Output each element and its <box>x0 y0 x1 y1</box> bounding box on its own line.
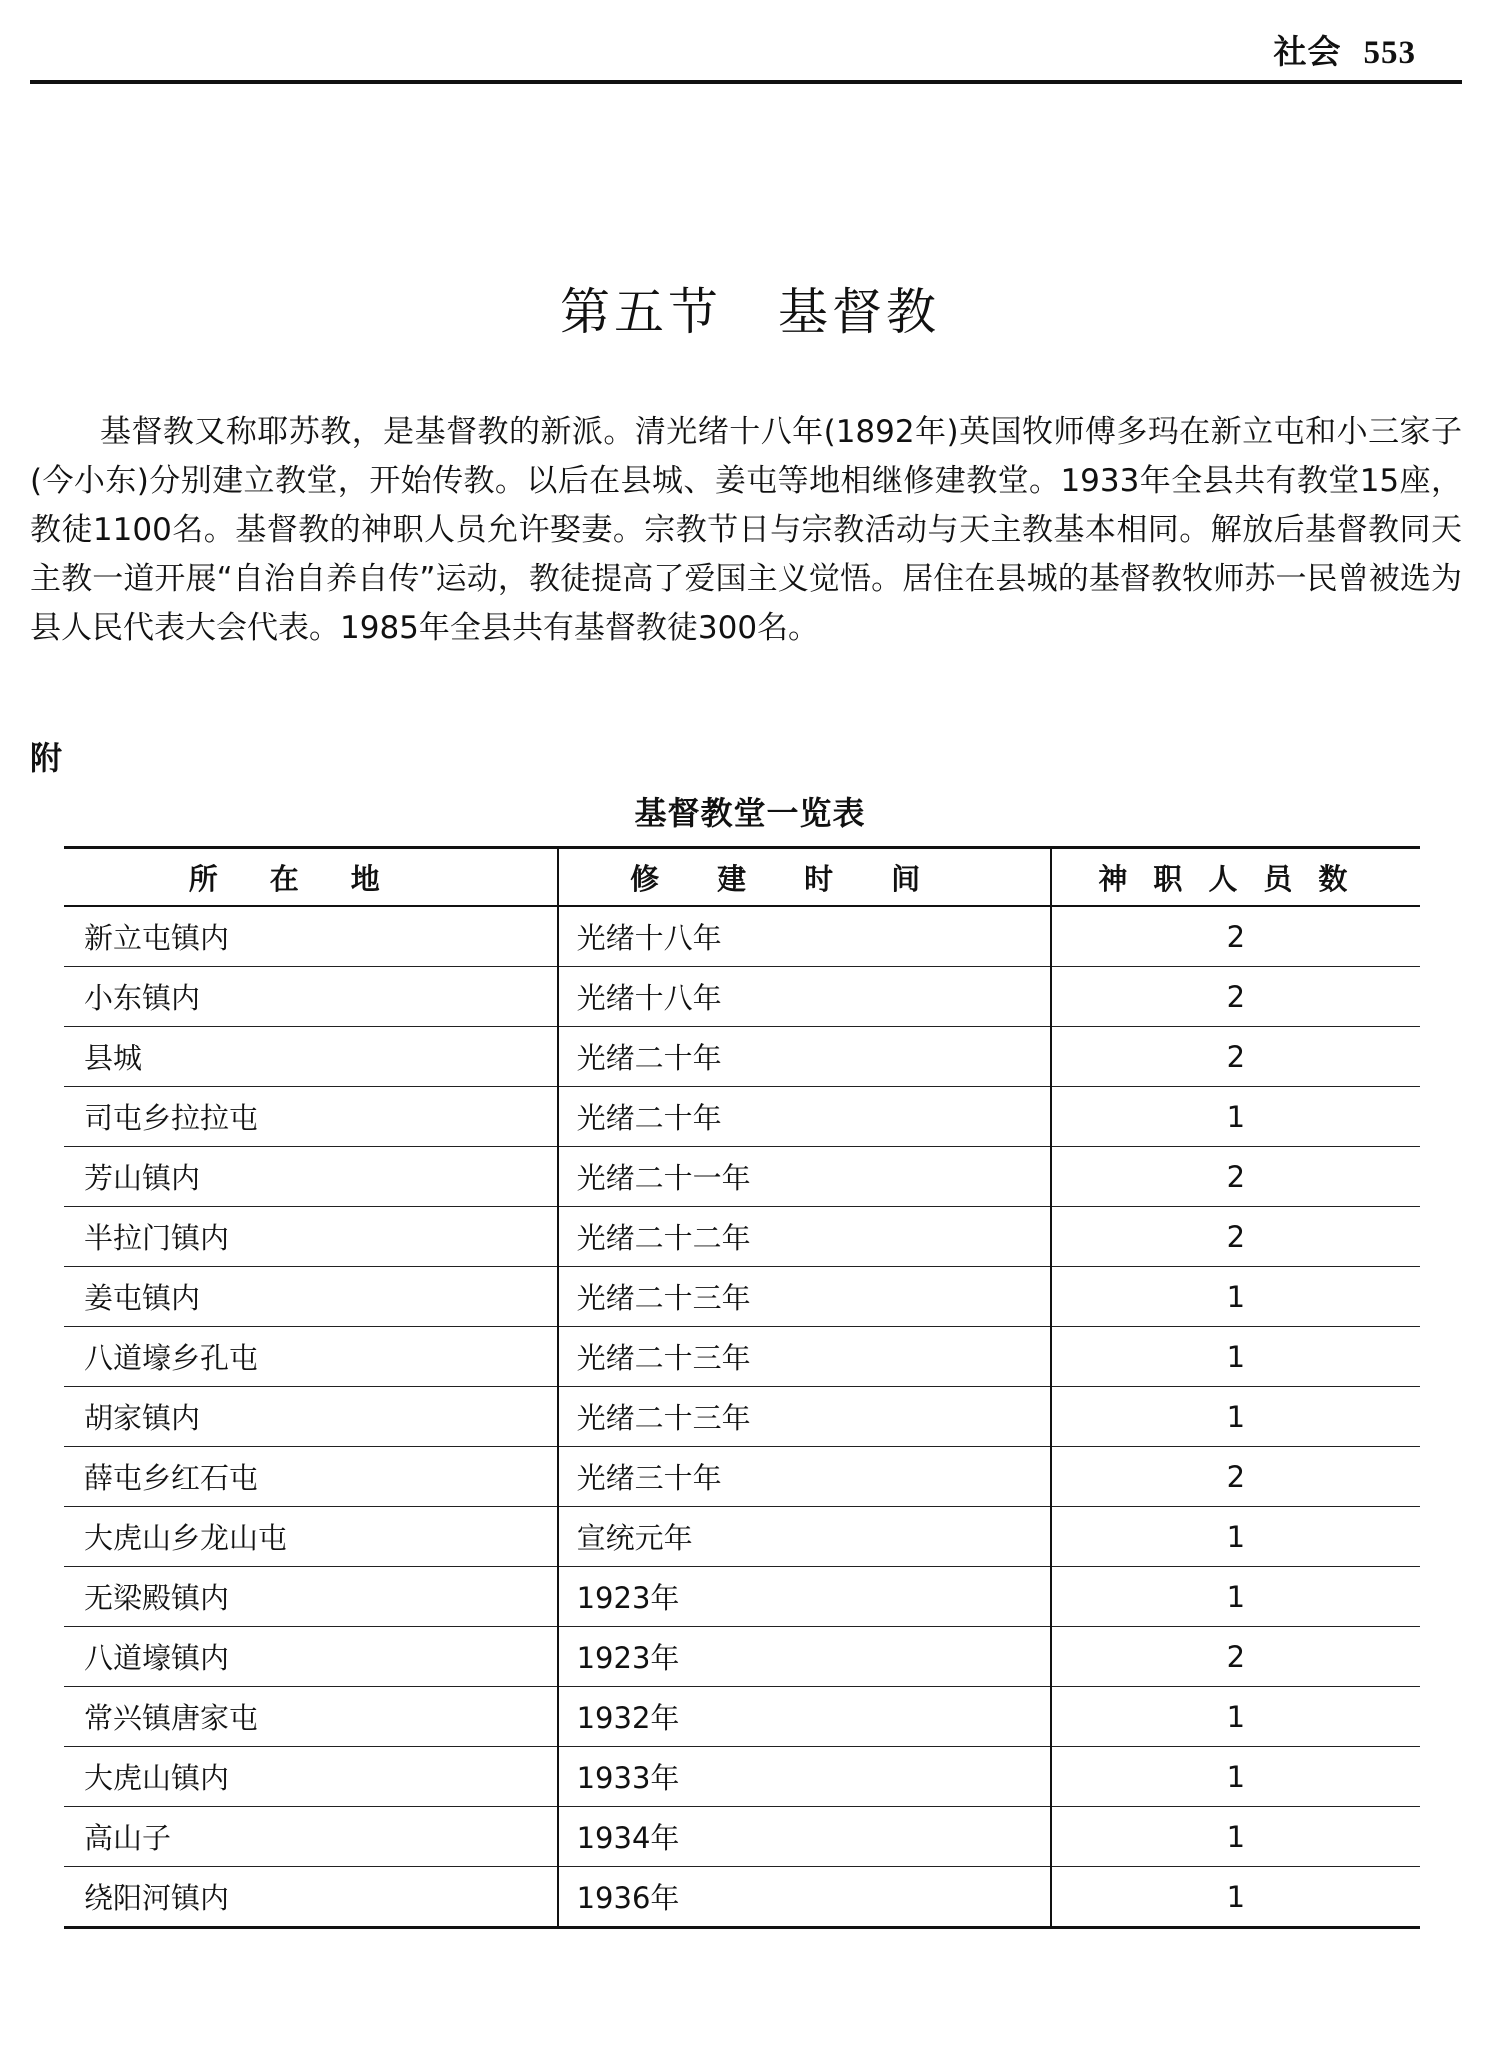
cell-built-time: 光绪三十年 <box>558 1447 1051 1507</box>
cell-built-time: 1936年 <box>558 1867 1051 1928</box>
cell-built-time: 光绪二十三年 <box>558 1267 1051 1327</box>
table-row <box>64 1327 1420 1387</box>
cell-built-time: 1933年 <box>558 1747 1051 1807</box>
cell-clergy-count: 1 <box>1051 1387 1420 1447</box>
cell-clergy-count: 2 <box>1051 1447 1420 1507</box>
cell-clergy-count: 1 <box>1051 1807 1420 1867</box>
cell-clergy-count: 1 <box>1051 1687 1420 1747</box>
running-title: 社会 <box>1273 32 1342 71</box>
cell-built-time: 光绪十八年 <box>558 906 1051 967</box>
section-number: 第五节 <box>560 283 722 341</box>
cell-clergy-count: 1 <box>1051 1747 1420 1807</box>
cell-built-time: 宣统元年 <box>558 1507 1051 1567</box>
header-built-time: 修建时间 <box>558 848 1051 907</box>
cell-location: 小东镇内 <box>64 967 558 1027</box>
cell-location: 新立屯镇内 <box>64 906 558 967</box>
table-row <box>64 1207 1420 1267</box>
cell-clergy-count: 1 <box>1051 1867 1420 1928</box>
cell-clergy-count: 2 <box>1051 906 1420 967</box>
cell-built-time: 光绪十八年 <box>558 967 1051 1027</box>
cell-built-time: 光绪二十二年 <box>558 1207 1051 1267</box>
table-row <box>64 1567 1420 1627</box>
table-row <box>64 967 1420 1027</box>
cell-clergy-count: 1 <box>1051 1267 1420 1327</box>
section-heading: 基督教 <box>778 283 940 341</box>
cell-clergy-count: 1 <box>1051 1327 1420 1387</box>
table-header-row <box>64 848 1420 907</box>
page-number: 553 <box>1363 35 1416 71</box>
table-row <box>64 1627 1420 1687</box>
table-row <box>64 1387 1420 1447</box>
running-head <box>1274 26 1417 73</box>
cell-built-time: 光绪二十三年 <box>558 1327 1051 1387</box>
cell-location: 高山子 <box>64 1807 558 1867</box>
cell-location: 大虎山乡龙山屯 <box>64 1507 558 1567</box>
cell-clergy-count: 2 <box>1051 967 1420 1027</box>
table-row <box>64 1267 1420 1327</box>
header-location: 所在地 <box>64 848 558 907</box>
table-row <box>64 1867 1420 1928</box>
cell-location: 无梁殿镇内 <box>64 1567 558 1627</box>
table-row <box>64 1087 1420 1147</box>
cell-clergy-count: 2 <box>1051 1627 1420 1687</box>
cell-location: 县城 <box>64 1027 558 1087</box>
table-header <box>64 848 1420 907</box>
cell-built-time: 光绪二十三年 <box>558 1387 1051 1447</box>
header-clergy-count: 神职人员数 <box>1051 848 1420 907</box>
table-row <box>64 1807 1420 1867</box>
table-row <box>64 1747 1420 1807</box>
table-title: 基督教堂一览表 <box>634 794 866 832</box>
cell-clergy-count: 1 <box>1051 1567 1420 1627</box>
table-body <box>64 906 1420 1928</box>
body-paragraph: 基督教又称耶苏教，是基督教的新派。清光绪十八年(1892年)英国牧师傅多玛在新立屯和小三家子(今小东)分别建立教堂，开始传教。以后在县城、姜屯等地相继修建教堂。1933年全县共有教堂15座，教徒1100名。基督教的神职人员允许娶妻。宗教节日与宗教活动与天主教基本相同。解放后基督教同天主教一道开展“自治自养自传”运动，教徒提高了爱国主义觉悟。居住在县城的基督教牧师苏一民曾被选为县人民代表大会代表。1985年全县共有基督教徒300名。 <box>30 414 1462 646</box>
cell-location: 八道壕镇内 <box>64 1627 558 1687</box>
cell-built-time: 光绪二十年 <box>558 1027 1051 1087</box>
header-rule <box>30 80 1462 84</box>
cell-location: 八道壕乡孔屯 <box>64 1327 558 1387</box>
cell-built-time: 1923年 <box>558 1627 1051 1687</box>
cell-built-time: 1932年 <box>558 1687 1051 1747</box>
cell-location: 薛屯乡红石屯 <box>64 1447 558 1507</box>
cell-location: 胡家镇内 <box>64 1387 558 1447</box>
cell-clergy-count: 2 <box>1051 1207 1420 1267</box>
table-row <box>64 1507 1420 1567</box>
cell-built-time: 光绪二十年 <box>558 1087 1051 1147</box>
appendix-label: 附 <box>30 739 63 777</box>
cell-clergy-count: 2 <box>1051 1027 1420 1087</box>
church-list-table <box>64 846 1420 1929</box>
table-row <box>64 1687 1420 1747</box>
cell-location: 司屯乡拉拉屯 <box>64 1087 558 1147</box>
cell-location: 半拉门镇内 <box>64 1207 558 1267</box>
cell-location: 姜屯镇内 <box>64 1267 558 1327</box>
cell-location: 芳山镇内 <box>64 1147 558 1207</box>
cell-clergy-count: 1 <box>1051 1087 1420 1147</box>
cell-built-time: 1934年 <box>558 1807 1051 1867</box>
table-row <box>64 1447 1420 1507</box>
cell-location: 绕阳河镇内 <box>64 1867 558 1928</box>
cell-built-time: 1923年 <box>558 1567 1051 1627</box>
section-title <box>0 272 1500 344</box>
cell-clergy-count: 2 <box>1051 1147 1420 1207</box>
table-row <box>64 1027 1420 1087</box>
table-row <box>64 1147 1420 1207</box>
cell-built-time: 光绪二十一年 <box>558 1147 1051 1207</box>
cell-location: 大虎山镇内 <box>64 1747 558 1807</box>
table-row <box>64 906 1420 967</box>
cell-clergy-count: 1 <box>1051 1507 1420 1567</box>
cell-location: 常兴镇唐家屯 <box>64 1687 558 1747</box>
